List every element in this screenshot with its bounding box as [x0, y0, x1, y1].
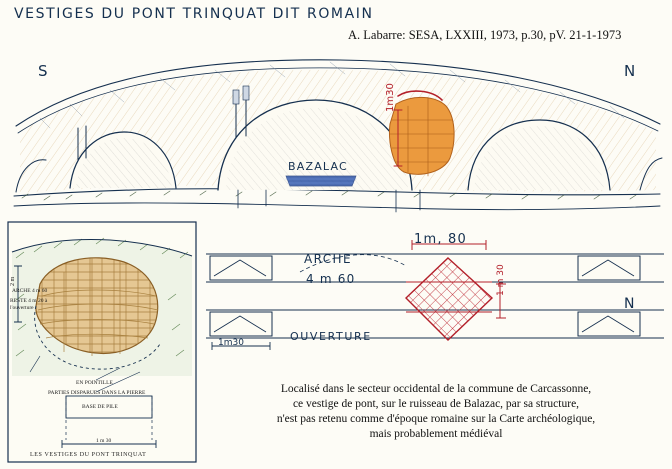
plan-rotated-dim: 1 m 30: [496, 264, 506, 296]
citation: A. Labarre: SESA, LXXIII, 1973, p.30, pV. 21-1-1973: [348, 28, 622, 42]
section-note-arch: ARCHE 4 m 60: [12, 288, 48, 294]
compass-south-label: S: [38, 62, 48, 80]
plan-opening-dim: 1m30: [218, 338, 244, 348]
caption-line-3: n'est pas retenu comme d'époque romaine sur la Carte archéologique,: [276, 413, 596, 425]
bridge-elevation: [14, 60, 662, 212]
section-bottom-dim: 1 m 30: [96, 438, 112, 444]
plan-arch-span: 4 m 60: [306, 272, 356, 286]
pier-height-label: 1m30: [385, 83, 396, 112]
plan-arch-label: ARCHE: [304, 252, 352, 266]
section-panel: [8, 222, 196, 462]
section-left-dim: 2 m: [10, 276, 16, 286]
bridge-plan: [206, 240, 664, 350]
section-note-rest: RESTE 4 m 20 à l'ouverture: [10, 298, 48, 311]
section-title: LES VESTIGES DU PONT TRINQUAT: [30, 452, 147, 458]
page-title: VESTIGES DU PONT TRINQUAT DIT ROMAIN: [14, 6, 374, 22]
compass-north-label: N: [624, 62, 636, 80]
section-note-parties: PARTIES DISPARUES DANS LA PIERRE: [48, 390, 146, 396]
section-note-base: BASE DE PILE: [82, 404, 118, 410]
caption-line-2: ce vestige de pont, sur le ruisseau de Balazac, par sa structure,: [292, 398, 580, 410]
stream-label: BAZALAC: [288, 160, 348, 173]
caption-line-1: Localisé dans le secteur occidental de la commune de Carcassonne,: [280, 383, 592, 395]
caption-line-4: mais probablement médiéval: [369, 428, 503, 440]
plan-compass-north: N: [624, 296, 635, 312]
section-note-pointille: EN POINTILLE: [76, 380, 113, 386]
plan-opening-label: OUVERTURE: [290, 330, 372, 343]
caption-block: [210, 382, 662, 442]
plan-width-label: 1m, 80: [414, 232, 467, 247]
